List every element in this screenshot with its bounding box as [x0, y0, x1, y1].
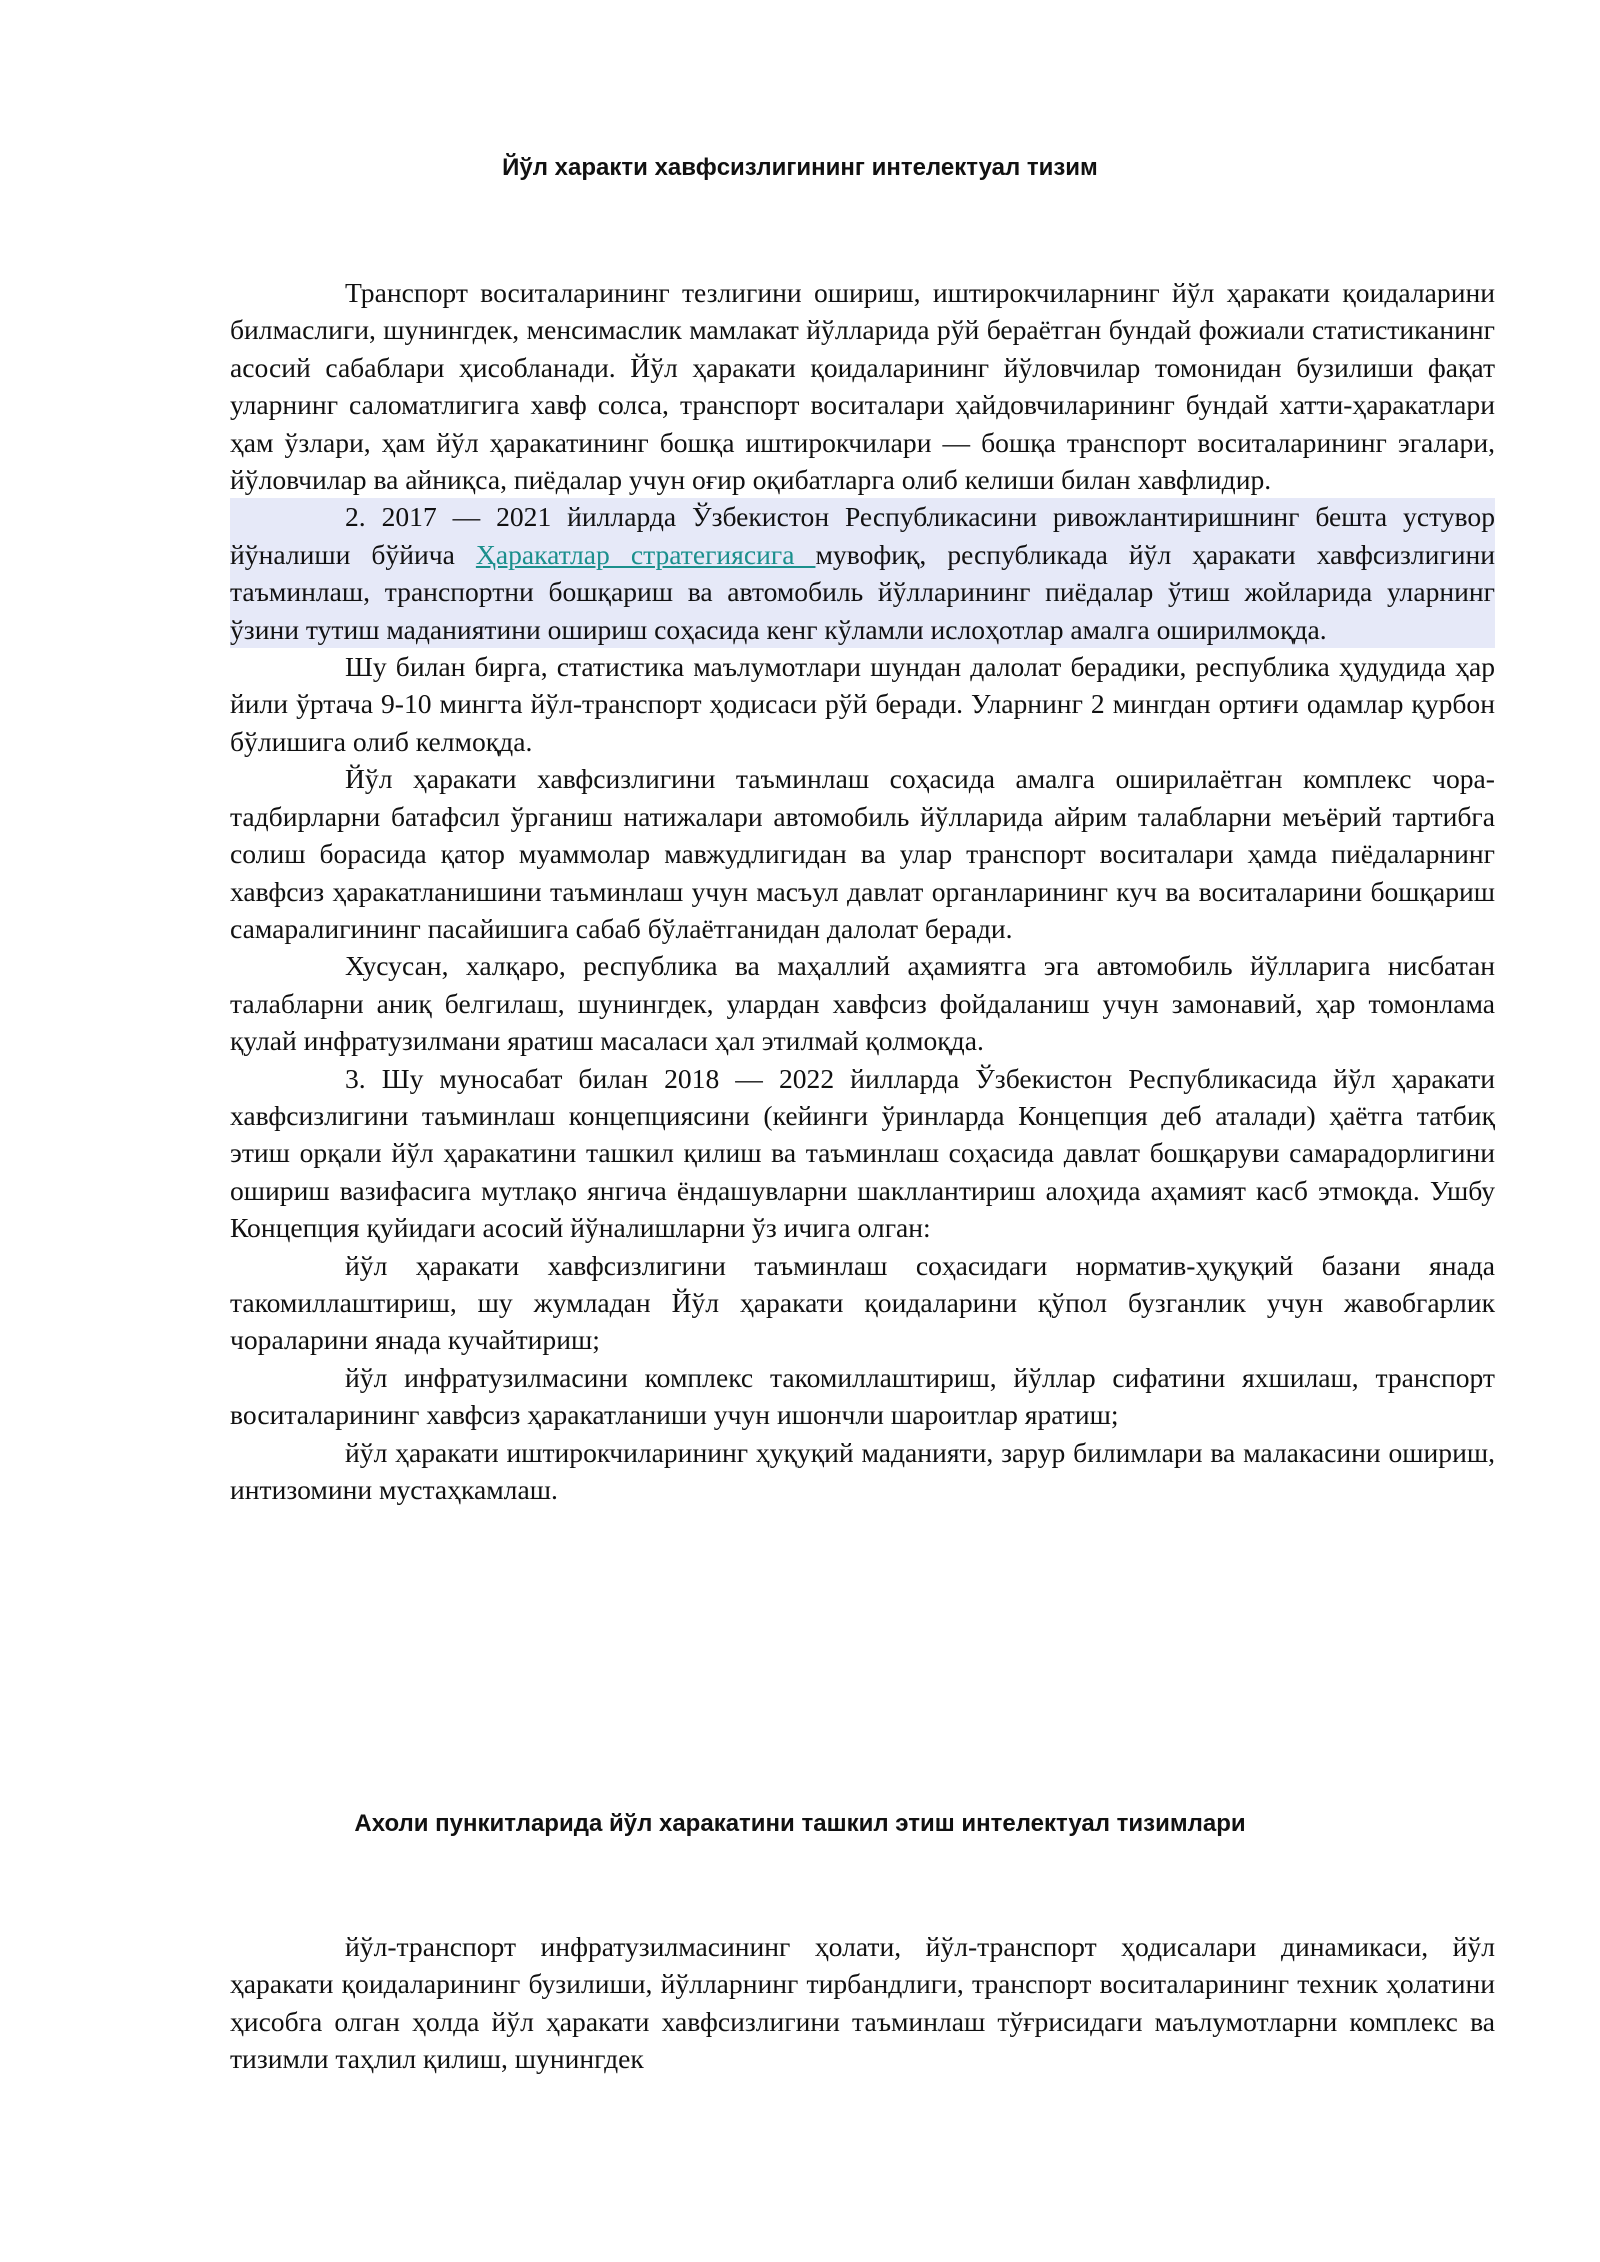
- paragraph-5: Хусусан, халқаро, республика ва маҳаллий аҳамиятга эга автомобиль йўлларига нисбатан талабларни аниқ белгилаш, шунингдек, улардан хавфсиз фойдаланиш учун замонавий, ҳар томонлама қулай инфратузилмани яратиш масаласи ҳал этилмай қолмоқда.: [230, 950, 1495, 1057]
- section-2-body: [230, 1928, 1495, 2078]
- paragraph-3: Шу билан бирга, статистика маълумотлари шундан далолат берадики, республика ҳудудида ҳар йили ўртача 9-10 мингта йўл-транспорт ҳодисаси рўй беради. Уларнинг 2 мингдан ортиғи одамлар қурбон бўлишига олиб келмоқда.: [230, 651, 1495, 757]
- paragraph-2-highlighted: [230, 498, 1495, 648]
- paragraph-6: 3. Шу муносабат билан 2018 — 2022 йилларда Ўзбекистон Республикасида йўл ҳаракати хавфсизлигини таъминлаш концепциясини (кейинги ўринларда Концепция деб аталади) ҳаётга татбиқ этиш орқали йўл ҳаракатини ташкил қилиш ва таъминлаш соҳасида давлат бошқаруви самарадорлигини ошириш вазифасига мутлақо янгича ёндашувларни шакллантириш алоҳида аҳамият касб этмоқда. Ушбу Концепция қуйидаги асосий йўналишларни ўз ичига олган:: [230, 1062, 1495, 1244]
- paragraph-2-text-before: 2. 2017 — 2021 йилларда Ўзбекистон Республикасини ривожлантиришнинг бешта устувор йўналиши бўйича: [230, 501, 1495, 570]
- paragraph-4: Йўл ҳаракати хавфсизлигини таъминлаш соҳасида амалга оширилаётган комплекс чора-тадбирларни батафсил ўрганиш натижалари автомобиль йўлларида айрим талабларни меъёрий тартибга солиш борасида қатор муаммолар мавжудлигидан ва улар транспорт воситалари ҳамда пиёдаларнинг хавфсиз ҳаракатланишини таъминлаш учун масъул давлат органларининг куч ва воситаларини бошқариш самаралигининг пасайишига сабаб бўлаётганидан далолат беради.: [230, 763, 1495, 944]
- paragraph-2-text-after: мувофиқ, республикада йўл ҳаракати хавфсизлигини таъминлаш, транспортни бошқариш ва автомобиль йўлларининг пиёдалар ўтиш жойларида уларнинг ўзини тутиш маданиятини ошириш соҳасида кенг кўламли ислоҳотлар амалга оширилмоқда.: [230, 538, 1495, 645]
- document-title: Йўл характи хавфсизлигининг интелектуал тизим: [502, 154, 1098, 181]
- list-item-1: йўл ҳаракати хавфсизлигини таъминлаш соҳасидаги норматив-ҳуқуқий базани янада такомиллаштириш, шу жумладан Йўл ҳаракати қоидаларини қўпол бузганлик учун жавобгарлик чораларини янада кучайтириш;: [230, 1249, 1495, 1356]
- section-2-title: Ахоли пункитларида йўл харакатини ташкил этиш интелектуал тизимлари: [354, 1810, 1246, 1837]
- document-body: [230, 274, 1495, 1508]
- list-item-2: йўл инфратузилмасини комплекс такомиллаштириш, йўллар сифатини яхшилаш, транспорт воситаларининг хавфсиз ҳаракатланиши учун ишончли шароитлар яратиш;: [230, 1361, 1495, 1431]
- strategy-link[interactable]: Ҳаракатлар стратегиясига: [475, 538, 816, 570]
- list-item-3: йўл ҳаракати иштирокчиларининг ҳуқуқий маданияти, зарур билимлари ва малакасини ошириш, интизомини мустаҳкамлаш.: [230, 1436, 1495, 1505]
- paragraph-7: йўл-транспорт инфратузилмасининг ҳолати, йўл-транспорт ҳодисалари динамикаси, йўл ҳаракати қоидаларининг бузилиши, йўлларнинг тирбандлиги, транспорт воситаларининг техник ҳолатини ҳисобга олган ҳолда йўл ҳаракати хавфсизлигини таъминлаш тўғрисидаги маълумотларни комплекс ва тизимли таҳлил қилиш, шунингдек: [230, 1931, 1495, 2075]
- paragraph-1: Транспорт воситаларининг тезлигини ошириш, иштирокчиларнинг йўл ҳаракати қоидаларини билмаслиги, шунингдек, менсимаслик мамлакат йўлларида рўй бераётган бундай фожиали статистиканинг асосий сабаблари ҳисобланади. Йўл ҳаракати қоидаларининг йўловчилар томонидан бузилиши фақат уларнинг саломатлигига хавф солса, транспорт воситалари ҳайдовчиларининг бундай хатти-ҳаракатлари ҳам ўзлари, ҳам йўл ҳаракатининг бошқа иштирокчилари — бошқа транспорт воситаларининг эгалари, йўловчилар ва айниқса, пиёдалар учун оғир оқибатларга олиб келиши билан хавфлидир.: [230, 277, 1495, 496]
